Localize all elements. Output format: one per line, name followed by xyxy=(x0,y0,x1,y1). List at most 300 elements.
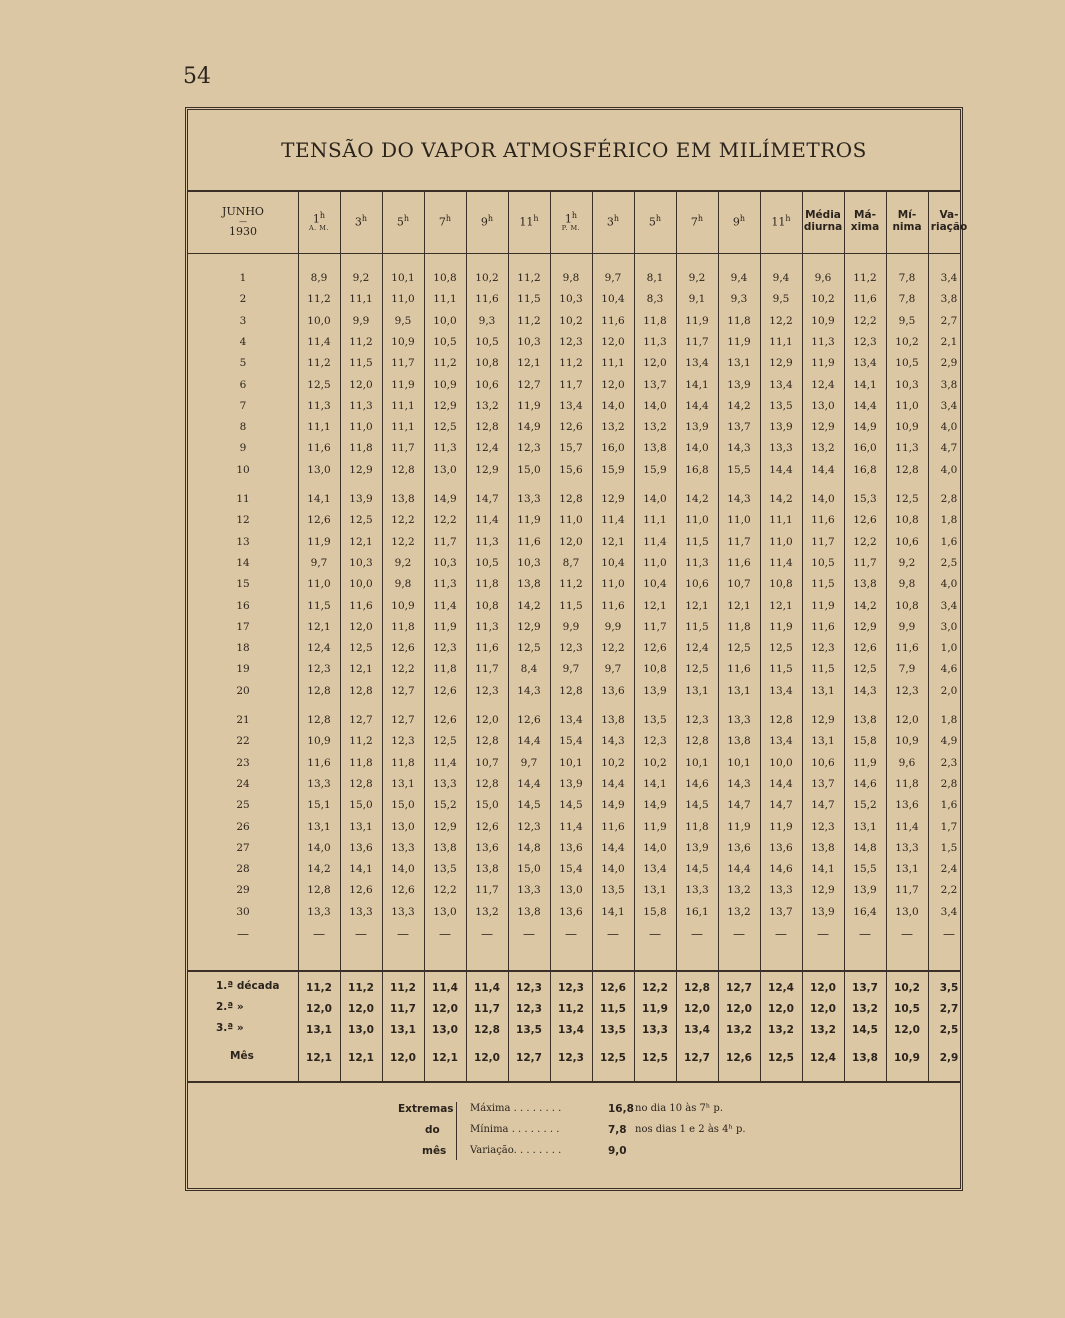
value-cell: 12,5 xyxy=(853,663,877,676)
summary-cell: 12,2 xyxy=(642,982,668,994)
value-cell: 12,7 xyxy=(349,714,373,726)
value-cell: 9,9 xyxy=(562,620,580,633)
value-cell: 12,8 xyxy=(307,714,331,726)
value-cell: 13,3 xyxy=(517,493,541,505)
value-cell: 13,3 xyxy=(391,905,415,918)
summary-cell: 12,8 xyxy=(474,1024,500,1036)
day-number: 14 xyxy=(236,556,250,569)
value-cell: 13,8 xyxy=(601,714,625,726)
value-cell: 13,2 xyxy=(643,421,667,434)
value-cell: 14,6 xyxy=(853,777,877,790)
value-cell: 10,8 xyxy=(643,663,667,676)
value-cell: 11,3 xyxy=(811,335,835,348)
day-number: 3 xyxy=(239,314,247,327)
day-number: 5 xyxy=(239,357,247,370)
value-cell: 12,6 xyxy=(433,714,457,726)
value-cell: 11,6 xyxy=(517,535,541,548)
value-cell: 13,7 xyxy=(811,777,835,790)
value-cell: 10,9 xyxy=(307,735,331,748)
value-cell: 2,9 xyxy=(940,357,958,370)
value-cell: 13,1 xyxy=(307,820,331,833)
value-cell: 12,6 xyxy=(853,642,877,655)
value-cell: 10,8 xyxy=(895,514,919,527)
summary-cell: 10,5 xyxy=(894,1003,920,1015)
day-number: 2 xyxy=(239,293,247,306)
value-cell: 13,3 xyxy=(769,884,793,897)
value-cell: 10,9 xyxy=(895,735,919,748)
value-cell: 1,5 xyxy=(940,841,958,854)
value-cell: 14,0 xyxy=(685,442,709,455)
value-cell: 11,2 xyxy=(559,357,583,370)
value-cell: 10,2 xyxy=(643,756,667,769)
value-cell: 10,9 xyxy=(391,335,415,348)
value-cell: 11,8 xyxy=(685,820,709,833)
dash-mark: — xyxy=(565,927,577,941)
value-cell: 11,0 xyxy=(769,535,793,548)
value-cell: 9,7 xyxy=(604,663,622,676)
value-cell: 12,9 xyxy=(517,620,541,633)
value-cell: 12,4 xyxy=(685,642,709,655)
value-cell: 12,2 xyxy=(391,514,415,527)
dash-mark: — xyxy=(775,927,787,941)
value-cell: 10,4 xyxy=(601,293,625,306)
column-header: 1$^h$ A. M. xyxy=(308,210,330,233)
value-cell: 3,4 xyxy=(940,905,958,918)
value-cell: 10,2 xyxy=(811,293,835,306)
value-cell: 3,4 xyxy=(940,272,958,284)
value-cell: 14,7 xyxy=(475,493,499,505)
value-cell: 15,5 xyxy=(853,863,877,876)
value-cell: 15,1 xyxy=(307,799,331,812)
value-cell: 14,1 xyxy=(601,905,625,918)
summary-cell: 12,3 xyxy=(558,982,584,994)
value-cell: 4,7 xyxy=(940,442,958,455)
value-cell: 13,5 xyxy=(643,714,667,726)
day-number: 25 xyxy=(236,799,250,812)
value-cell: 14,0 xyxy=(601,863,625,876)
day-number: 8 xyxy=(239,421,247,434)
value-cell: 13,1 xyxy=(643,884,667,897)
value-cell: 12,9 xyxy=(811,421,835,434)
summary-cell: 13,1 xyxy=(306,1024,332,1036)
day-number: 30 xyxy=(236,905,250,918)
value-cell: 14,3 xyxy=(601,735,625,748)
value-cell: 16,1 xyxy=(685,905,709,918)
column-header: 11$^h$ xyxy=(771,214,791,229)
value-cell: 13,6 xyxy=(349,841,373,854)
value-cell: 1,0 xyxy=(940,642,958,655)
value-cell: 9,3 xyxy=(730,293,748,306)
value-cell: 12,3 xyxy=(391,735,415,748)
value-cell: 10,1 xyxy=(685,756,709,769)
value-cell: 12,6 xyxy=(559,421,583,434)
summary-cell: 11,7 xyxy=(390,1003,416,1015)
value-cell: 11,9 xyxy=(685,314,709,327)
value-cell: 12,9 xyxy=(349,463,373,476)
value-cell: 9,1 xyxy=(688,293,706,306)
value-cell: 8,1 xyxy=(646,272,664,284)
value-cell: 10,6 xyxy=(685,578,709,591)
value-cell: 12,9 xyxy=(769,357,793,370)
value-cell: 12,3 xyxy=(685,714,709,726)
value-cell: 14,9 xyxy=(517,421,541,434)
month-cell: 12,3 xyxy=(558,1052,584,1064)
value-cell: 12,4 xyxy=(475,442,499,455)
value-cell: 14,4 xyxy=(601,777,625,790)
extreme-name: Máxima . . . . . . . . xyxy=(470,1103,562,1114)
value-cell: 7,8 xyxy=(898,272,916,284)
month-cell: 10,9 xyxy=(894,1052,920,1064)
value-cell: 4,6 xyxy=(940,663,958,676)
value-cell: 13,9 xyxy=(685,421,709,434)
value-cell: 14,4 xyxy=(769,463,793,476)
value-cell: 16,0 xyxy=(853,442,877,455)
value-cell: 12,3 xyxy=(811,820,835,833)
value-cell: 9,5 xyxy=(394,314,412,327)
value-cell: 15,5 xyxy=(727,463,751,476)
value-cell: 14,9 xyxy=(853,421,877,434)
column-header: 11$^h$ xyxy=(519,214,539,229)
value-cell: 12,3 xyxy=(895,684,919,697)
value-cell: 12,6 xyxy=(853,514,877,527)
summary-cell: 13,3 xyxy=(642,1024,668,1036)
value-cell: 13,3 xyxy=(349,905,373,918)
value-cell: 13,9 xyxy=(349,493,373,505)
value-cell: 12,7 xyxy=(391,684,415,697)
value-cell: 11,1 xyxy=(307,421,331,434)
value-cell: 2,8 xyxy=(940,493,958,505)
value-cell: 1,6 xyxy=(940,799,958,812)
summary-cell: 11,5 xyxy=(600,1003,626,1015)
value-cell: 12,6 xyxy=(517,714,541,726)
value-cell: 11,3 xyxy=(307,399,331,412)
value-cell: 13,2 xyxy=(727,905,751,918)
value-cell: 12,6 xyxy=(475,820,499,833)
extreme-note: no dia 10 às 7ʰ p. xyxy=(635,1103,724,1114)
value-cell: 14,1 xyxy=(853,378,877,391)
summary-cell: 12,0 xyxy=(348,1003,374,1015)
summary-cell: 14,5 xyxy=(852,1024,878,1036)
value-cell: 16,0 xyxy=(601,442,625,455)
value-cell: 8,3 xyxy=(646,293,664,306)
column-header: 9$^h$ xyxy=(480,214,494,229)
decade-label: 3.ª » xyxy=(216,1022,244,1034)
value-cell: 14,4 xyxy=(727,863,751,876)
value-cell: 11,9 xyxy=(727,820,751,833)
value-cell: 11,2 xyxy=(517,272,541,284)
value-cell: 13,6 xyxy=(769,841,793,854)
value-cell: 13,1 xyxy=(391,777,415,790)
value-cell: 11,6 xyxy=(727,556,751,569)
value-cell: 1,8 xyxy=(940,714,958,726)
value-cell: 11,3 xyxy=(475,620,499,633)
value-cell: 12,6 xyxy=(643,642,667,655)
value-cell: 14,3 xyxy=(727,777,751,790)
value-cell: 10,3 xyxy=(517,335,541,348)
value-cell: 14,8 xyxy=(517,841,541,854)
value-cell: 12,3 xyxy=(811,642,835,655)
value-cell: 11,4 xyxy=(559,820,583,833)
value-cell: 13,1 xyxy=(727,684,751,697)
value-cell: 12,5 xyxy=(433,735,457,748)
month-cell: 12,5 xyxy=(642,1052,668,1064)
value-cell: 12,2 xyxy=(853,314,877,327)
value-cell: 13,4 xyxy=(769,684,793,697)
summary-cell: 10,2 xyxy=(894,982,920,994)
value-cell: 12,5 xyxy=(349,514,373,527)
value-cell: 10,6 xyxy=(895,535,919,548)
dash-mark: — xyxy=(943,927,955,941)
value-cell: 12,2 xyxy=(433,514,457,527)
value-cell: 11,1 xyxy=(643,514,667,527)
month-cell: 12,5 xyxy=(600,1052,626,1064)
value-cell: 4,0 xyxy=(940,463,958,476)
value-cell: 12,5 xyxy=(685,663,709,676)
value-cell: 14,4 xyxy=(853,399,877,412)
value-cell: 11,9 xyxy=(853,756,877,769)
value-cell: 14,5 xyxy=(559,799,583,812)
value-cell: 13,6 xyxy=(559,905,583,918)
value-cell: 12,1 xyxy=(769,599,793,612)
value-cell: 12,0 xyxy=(349,378,373,391)
extreme-name: Variação. . . . . . . . xyxy=(470,1145,562,1156)
value-cell: 13,3 xyxy=(307,905,331,918)
value-cell: 4,0 xyxy=(940,421,958,434)
value-cell: 14,0 xyxy=(391,863,415,876)
value-cell: 14,1 xyxy=(685,378,709,391)
day-number: 28 xyxy=(236,863,250,876)
extremes-separator xyxy=(188,1081,960,1083)
summary-cell: 12,0 xyxy=(810,1003,836,1015)
value-cell: 2,0 xyxy=(940,684,958,697)
value-cell: 12,8 xyxy=(349,684,373,697)
day-number: 7 xyxy=(239,399,247,412)
month-cell: 12,0 xyxy=(390,1052,416,1064)
dash-mark: — xyxy=(237,927,249,941)
value-cell: 14,1 xyxy=(811,863,835,876)
value-cell: 11,6 xyxy=(601,314,625,327)
value-cell: 14,8 xyxy=(853,841,877,854)
value-cell: 11,9 xyxy=(811,357,835,370)
value-cell: 9,2 xyxy=(688,272,706,284)
value-cell: 4,0 xyxy=(940,578,958,591)
value-cell: 9,5 xyxy=(898,314,916,327)
summary-cell: 13,0 xyxy=(432,1024,458,1036)
value-cell: 12,1 xyxy=(349,663,373,676)
value-cell: 14,6 xyxy=(685,777,709,790)
value-cell: 10,1 xyxy=(559,756,583,769)
value-cell: 12,0 xyxy=(559,535,583,548)
value-cell: 11,0 xyxy=(643,556,667,569)
value-cell: 14,3 xyxy=(853,684,877,697)
dash-mark: — xyxy=(817,927,829,941)
value-cell: 12,9 xyxy=(811,714,835,726)
value-cell: 10,6 xyxy=(811,756,835,769)
value-cell: 10,3 xyxy=(517,556,541,569)
value-cell: 12,5 xyxy=(769,642,793,655)
value-cell: 11,6 xyxy=(307,756,331,769)
value-cell: 9,7 xyxy=(562,663,580,676)
value-cell: 7,9 xyxy=(898,663,916,676)
value-cell: 11,1 xyxy=(349,293,373,306)
value-cell: 14,2 xyxy=(853,599,877,612)
value-cell: 11,6 xyxy=(601,820,625,833)
value-cell: 11,6 xyxy=(811,514,835,527)
value-cell: 11,3 xyxy=(349,399,373,412)
value-cell: 12,0 xyxy=(643,357,667,370)
day-number: 19 xyxy=(236,663,250,676)
value-cell: 11,7 xyxy=(475,884,499,897)
value-cell: 14,4 xyxy=(769,777,793,790)
day-number: 13 xyxy=(236,535,250,548)
value-cell: 12,6 xyxy=(307,514,331,527)
value-cell: 16,4 xyxy=(853,905,877,918)
column-header: 3$^h$ xyxy=(606,214,620,229)
value-cell: 11,9 xyxy=(517,399,541,412)
value-cell: 10,9 xyxy=(391,599,415,612)
value-cell: 13,0 xyxy=(307,463,331,476)
value-cell: 12,2 xyxy=(391,663,415,676)
value-cell: 13,2 xyxy=(475,905,499,918)
value-cell: 14,9 xyxy=(433,493,457,505)
value-cell: 12,5 xyxy=(349,642,373,655)
extreme-value: 9,0 xyxy=(608,1145,627,1157)
month-cell: 12,7 xyxy=(516,1052,542,1064)
value-cell: 10,1 xyxy=(391,272,415,284)
value-cell: 11,9 xyxy=(307,535,331,548)
value-cell: 14,4 xyxy=(685,399,709,412)
value-cell: 8,7 xyxy=(562,556,580,569)
value-cell: 15,4 xyxy=(559,863,583,876)
value-cell: 10,2 xyxy=(601,756,625,769)
value-cell: 10,8 xyxy=(433,272,457,284)
value-cell: 14,0 xyxy=(643,493,667,505)
value-cell: 13,9 xyxy=(685,841,709,854)
value-cell: 13,1 xyxy=(853,820,877,833)
value-cell: 14,2 xyxy=(769,493,793,505)
value-cell: 13,8 xyxy=(433,841,457,854)
value-cell: 15,6 xyxy=(559,463,583,476)
value-cell: 11,4 xyxy=(307,335,331,348)
value-cell: 12,5 xyxy=(727,642,751,655)
value-cell: 12,8 xyxy=(559,684,583,697)
value-cell: 13,5 xyxy=(769,399,793,412)
value-cell: 11,5 xyxy=(769,663,793,676)
value-cell: 14,2 xyxy=(517,599,541,612)
value-cell: 16,8 xyxy=(853,463,877,476)
value-cell: 15,9 xyxy=(643,463,667,476)
dash-mark: — xyxy=(859,927,871,941)
value-cell: 9,3 xyxy=(478,314,496,327)
value-cell: 12,3 xyxy=(307,663,331,676)
value-cell: 12,1 xyxy=(349,535,373,548)
value-cell: 12,9 xyxy=(811,884,835,897)
value-cell: 11,0 xyxy=(559,514,583,527)
value-cell: 11,4 xyxy=(475,514,499,527)
summary-cell: 13,2 xyxy=(726,1024,752,1036)
value-cell: 12,9 xyxy=(433,399,457,412)
value-cell: 14,5 xyxy=(517,799,541,812)
value-cell: 11,5 xyxy=(559,599,583,612)
column-header: 5$^h$ xyxy=(396,214,410,229)
value-cell: 11,6 xyxy=(349,599,373,612)
value-cell: 13,3 xyxy=(769,442,793,455)
value-cell: 12,8 xyxy=(475,777,499,790)
extreme-name: Mínima . . . . . . . . xyxy=(470,1124,560,1135)
value-cell: 12,8 xyxy=(307,684,331,697)
value-cell: 10,5 xyxy=(475,556,499,569)
value-cell: 15,4 xyxy=(559,735,583,748)
value-cell: 15,7 xyxy=(559,442,583,455)
day-number: 16 xyxy=(236,599,250,612)
value-cell: 12,0 xyxy=(349,620,373,633)
value-cell: 12,8 xyxy=(769,714,793,726)
value-cell: 12,9 xyxy=(475,463,499,476)
value-cell: 11,8 xyxy=(391,756,415,769)
value-cell: 9,6 xyxy=(814,272,832,284)
value-cell: 13,9 xyxy=(727,378,751,391)
extremes-label: do xyxy=(425,1124,440,1136)
day-number: 6 xyxy=(239,378,247,391)
summary-cell: 11,9 xyxy=(642,1003,668,1015)
summary-cell: 11,2 xyxy=(306,982,332,994)
value-cell: 11,6 xyxy=(601,599,625,612)
summary-cell: 12,0 xyxy=(306,1003,332,1015)
value-cell: 11,1 xyxy=(433,293,457,306)
value-cell: 13,9 xyxy=(643,684,667,697)
header-month: JUNHO — 1930 xyxy=(222,204,264,239)
day-number: 9 xyxy=(239,442,247,455)
value-cell: 13,2 xyxy=(811,442,835,455)
value-cell: 11,8 xyxy=(727,314,751,327)
day-number: 10 xyxy=(236,463,250,476)
value-cell: 10,5 xyxy=(811,556,835,569)
value-cell: 14,1 xyxy=(349,863,373,876)
value-cell: 12,1 xyxy=(727,599,751,612)
value-cell: 11,1 xyxy=(391,421,415,434)
value-cell: 10,2 xyxy=(895,335,919,348)
value-cell: 12,1 xyxy=(517,357,541,370)
column-header: 9$^h$ xyxy=(732,214,746,229)
summary-cell: 13,0 xyxy=(348,1024,374,1036)
value-cell: 13,5 xyxy=(601,884,625,897)
summary-cell: 12,4 xyxy=(768,982,794,994)
value-cell: 11,2 xyxy=(853,272,877,284)
value-cell: 13,3 xyxy=(727,714,751,726)
value-cell: 10,7 xyxy=(475,756,499,769)
value-cell: 14,5 xyxy=(685,799,709,812)
value-cell: 11,1 xyxy=(601,357,625,370)
value-cell: 12,3 xyxy=(517,442,541,455)
value-cell: 11,8 xyxy=(433,663,457,676)
value-cell: 9,2 xyxy=(898,556,916,569)
value-cell: 13,2 xyxy=(475,399,499,412)
dash-mark: — xyxy=(523,927,535,941)
value-cell: 12,1 xyxy=(307,620,331,633)
summary-cell: 12,3 xyxy=(516,1003,542,1015)
summary-cell: 13,2 xyxy=(810,1024,836,1036)
value-cell: 3,0 xyxy=(940,620,958,633)
value-cell: 11,3 xyxy=(433,578,457,591)
value-cell: 14,1 xyxy=(643,777,667,790)
value-cell: 12,9 xyxy=(601,493,625,505)
value-cell: 11,0 xyxy=(391,293,415,306)
value-cell: 11,9 xyxy=(769,820,793,833)
value-cell: 11,6 xyxy=(475,642,499,655)
value-cell: 11,6 xyxy=(895,642,919,655)
month-cell: 12,6 xyxy=(726,1052,752,1064)
column-header: Média diurna xyxy=(803,209,843,233)
